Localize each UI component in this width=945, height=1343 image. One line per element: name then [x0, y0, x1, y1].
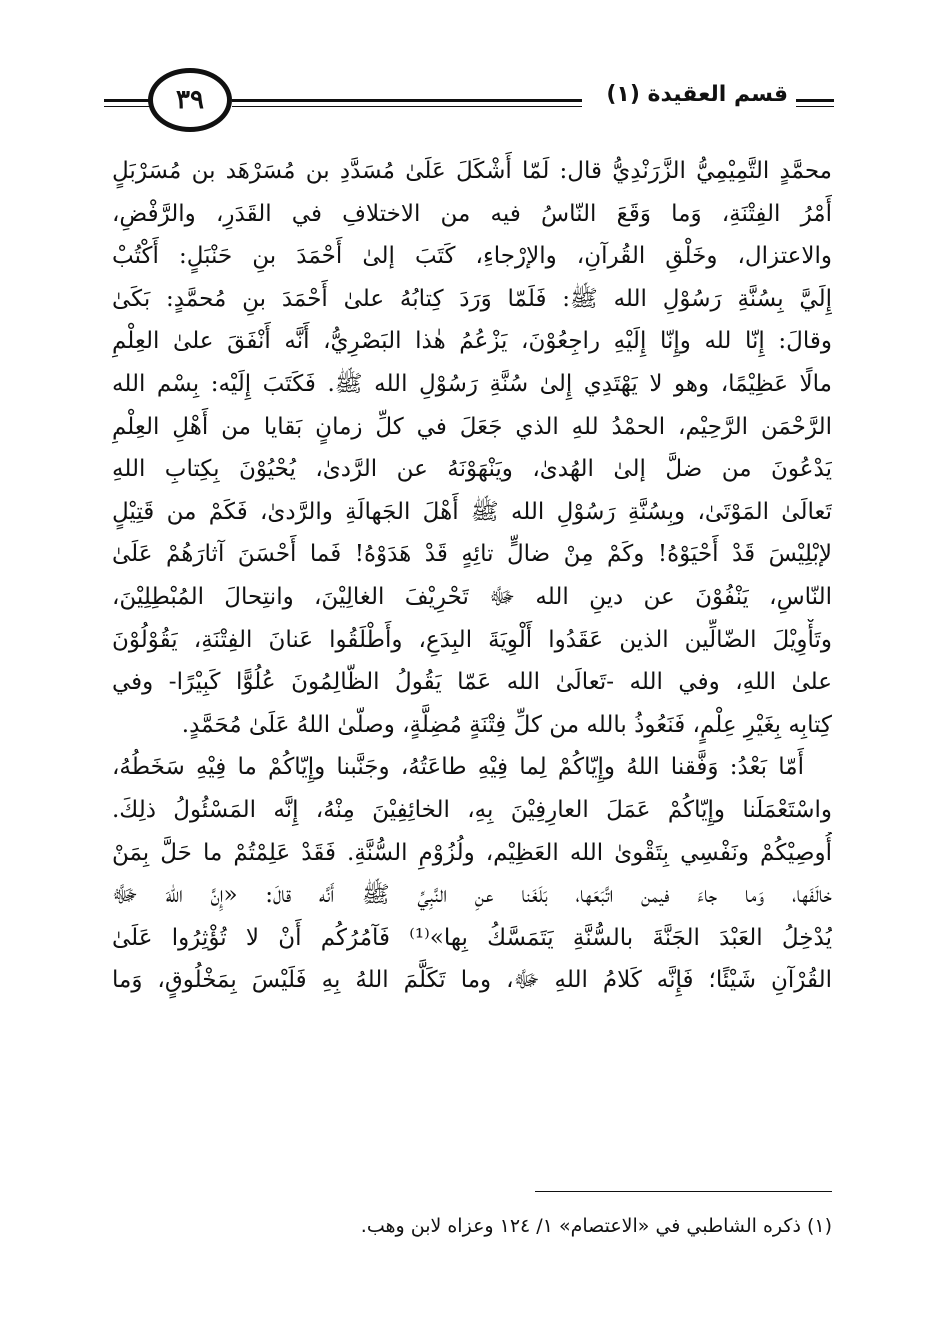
text-line: والاعتزال، وخَلْقِ القُرآنِ، والإرْجاءِ، كَتَبَ إلىٰ أَحْمَدَ بنِ حَنْبَلٍ: أَكْتُبْ — [112, 243, 832, 270]
page-number: ٣٩ — [176, 85, 204, 115]
text-line: محمَّدٍ التَّمِيْمِيُّ الزَّرَنْدِيُّ قال: لَمّا أَشْكَلَ عَلَىٰ مُسَدَّدِ بن مُسَرْهَد بن مُسَرْبَلٍ — [112, 158, 832, 184]
page-header — [104, 62, 834, 142]
header-rule-right — [796, 99, 834, 107]
text-line: واسْتَعْمَلَنا وإِيّاكُمْ عَمَلَ العارِفِيْنَ بِهِ، الخائِفِيْنَ مِنْهُ، إِنَّه المَسْئُولُ ذلِكَ. — [112, 796, 832, 823]
body-text — [112, 150, 832, 1002]
text-line: لإبْلِيْسَ قَدْ أَحْيَوْهُ! وكَمْ مِنْ ضالٍّ تائِهٍ قَدْ هَدَوْهُ! فَما أَحْسَنَ آثارَهُمْ عَلَىٰ — [112, 541, 832, 568]
text-line: أَمّا بَعْدُ: وَفَّقنا اللهُ وإِيّاكُمْ لِما فِيْهِ طاعَتُهُ، وجَنَّبنا وإِيّاكُمْ ما فِيْهِ سَخَطُهُ، — [112, 754, 804, 781]
text-line: تَعالَىٰ المَوْتَىٰ، وبِسُنَّةِ رَسُوْلِ الله ﷺ أَهْلَ الجَهالَةِ والرَّدىٰ، فَكَمْ من قَتِيْلٍ — [112, 498, 832, 525]
text-line: وتَأْوِيْلَ الضّالِّين الذين عَقَدُوا أَلْوِيَةَ البِدَعِ، وأَطْلَقُوا عَنانَ الفِتْنَةِ، يَقُوْلُوْنَ — [112, 626, 832, 653]
text-line: خالَفَها، وَما جاءَ فيمن اتَّبَعَها، بَلَغَنا عنِ النَّبِيِّ ﷺ أَنَّه قالَ: «إِنَّ اللهَ ﷻ — [112, 882, 832, 909]
header-rule-left — [104, 99, 152, 107]
text-line: يُدْخِلُ العَبْدَ الجَنَّةَ بالسُّنَّةِ يَتَمَسَّكُ بِها»⁽¹⁾ فَآمُرُكُم أَنْ لا تُؤْثِرُوا عَلَىٰ — [112, 924, 832, 951]
text-line: أَمْرُ الفِتْنَةِ، وَما وَقَعَ النّاسُ فيه من الاختلافِ في القَدَرِ، والرَّفْضِ، — [112, 200, 832, 227]
text-line: أُوصِيْكُمْ ونَفْسِي بِتَقْوىٰ الله العَظِيْم، ولُزُوْمِ السُّنَّةِ. فَقَدْ عَلِمْتُمْ ما حَلَّ بِمَنْ — [112, 839, 832, 866]
text-line: علىٰ اللهِ، وفي الله -تَعالَىٰ الله عَمّا يَقُولُ الظّالِمُونَ عُلُوًّا كَبِيْرًا- وفي — [112, 669, 832, 696]
section-title: قسم العقيدة (١) — [582, 82, 794, 107]
text-line: وقالَ: إِنّا لله وإِنّا إِلَيْهِ راجِعُوْنَ، يَزْعُمُ هٰذا البَصْرِيُّ، أَنَّه أَنْفَقَ علىٰ العِلْمِ — [112, 328, 832, 355]
text-line: مالًا عَظِيْمًا، وهو لا يَهْتَدِي إِلىٰ سُنَّةِ رَسُوْلِ الله ﷺ. فَكَتَبَ إِلَيْه: بِسْم الله — [112, 370, 832, 397]
footnote-divider — [535, 1191, 832, 1192]
text-line: يَدْعُونَ من ضلَّ إلىٰ الهُدىٰ، ويَنْهَوْنَهُ عن الرَّدىٰ، يُحْيُوْنَ بِكِتابِ اللهِ — [112, 456, 832, 483]
text-line: الرَّحْمَن الرَّحِيْم، الحمْدُ للهِ الذي جَعَلَ في كلِّ زمانٍ بَقايا من أَهْلِ العِلْمِ — [112, 413, 832, 440]
text-line: النّاسِ، يَنْفُوْنَ عن دينِ الله ﷻ تَحْرِيْفَ الغالِيْنَ، وانتِحالَ المُبْطِلِيْنَ، — [112, 583, 832, 610]
text-line: القُرْآنِ شَيْئًا؛ فَإِنَّه كَلامُ اللهِ ﷻ، وما تَكَلَّمَ اللهُ بِهِ فَلَيْسَ بِمَخْلُوقٍ، وَما — [112, 967, 832, 994]
text-line: إِلَيَّ بِسُنَّةِ رَسُوْلِ الله ﷺ: فَلَمّا وَرَدَ كِتابُهُ علىٰ أَحْمَدَ بنِ مُحمَّدٍ: بَكَىٰ — [112, 285, 832, 312]
page-number-badge — [148, 68, 232, 132]
footnote: (١) ذكره الشاطبي في «الاعتصام» ١/ ١٢٤ وعزاه لابن وهب. — [360, 1215, 832, 1237]
text-line: كِتابِه بِغَيْرِ عِلْمٍ، فَنَعُوذُ بالله من كلِّ فِتْنَةٍ مُضِلَّةٍ، وصلّىٰ اللهُ عَلَىٰ مُحَمَّدٍ. — [181, 711, 832, 738]
